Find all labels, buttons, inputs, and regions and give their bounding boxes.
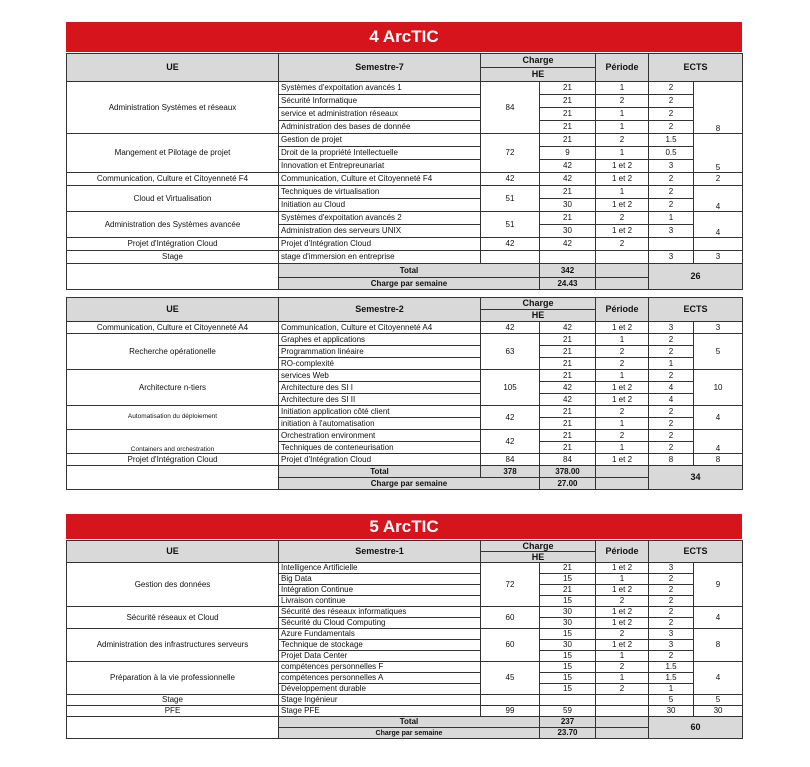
header-charge: Charge	[481, 54, 596, 68]
header-semestre: Semestre-2	[279, 298, 481, 322]
he-cell: 15	[540, 629, 596, 640]
module-cell: Systèmes d'expoitation avancés 1	[279, 82, 481, 95]
periode-cell: 1	[596, 121, 649, 134]
ue-charge-cell: 63	[481, 334, 540, 370]
module-cell: compétences personnelles A	[279, 673, 481, 684]
header-periode: Période	[596, 541, 649, 563]
charge-par-semaine-value: 24.43	[540, 278, 596, 290]
he-cell: 21	[540, 563, 596, 574]
ects-cell: 2	[649, 346, 694, 358]
periode-cell: 1 et 2	[596, 640, 649, 651]
ue-charge-cell	[481, 695, 540, 706]
ects-cell: 5	[649, 695, 694, 706]
module-cell: Sécurité des réseaux informatiques	[279, 607, 481, 618]
ue-charge-cell: 84	[481, 82, 540, 134]
ects-cell: 2	[649, 108, 694, 121]
periode-cell: 1 et 2	[596, 173, 649, 186]
module-cell: Projet d'Intégration Cloud	[279, 238, 481, 251]
periode-cell: 2	[596, 406, 649, 418]
ue-charge-cell: 42	[481, 173, 540, 186]
ue-charge-cell: 42	[481, 406, 540, 430]
module-cell: Droit de la propriété Intellectuelle	[279, 147, 481, 160]
ects-cell: 2	[649, 121, 694, 134]
he-cell: 42	[540, 322, 596, 334]
module-cell: Intelligence Artificielle	[279, 563, 481, 574]
ects-cell: 3	[649, 225, 694, 238]
table-semestre-7	[66, 53, 743, 290]
ue-charge-cell: 42	[481, 322, 540, 334]
ects-cell: 2	[649, 430, 694, 442]
module-cell: Projet d'Intégration Cloud	[279, 454, 481, 466]
ects-cell: 3	[649, 322, 694, 334]
ects-cell: 1	[649, 358, 694, 370]
module-cell: Stage Ingénieur	[279, 695, 481, 706]
ue-charge-cell: 60	[481, 607, 540, 629]
ects-cell: 3	[649, 251, 694, 264]
ue-cell: Architecture n-tiers	[67, 370, 279, 406]
ue-ects-cell: 3	[694, 251, 743, 264]
he-cell: 30	[540, 640, 596, 651]
he-cell: 42	[540, 173, 596, 186]
module-cell: stage d'immersion en entreprise	[279, 251, 481, 264]
ects-cell: 2	[649, 651, 694, 662]
module-cell: initiation à l'automatisation	[279, 418, 481, 430]
he-cell: 21	[540, 370, 596, 382]
periode-cell: 1 et 2	[596, 160, 649, 173]
header-semestre: Semestre-7	[279, 54, 481, 82]
periode-cell: 1 et 2	[596, 454, 649, 466]
ue-charge-cell: 51	[481, 186, 540, 212]
header-he: HE	[481, 68, 596, 82]
ue-cell: Gestion des données	[67, 563, 279, 607]
ects-cell: 1.5	[649, 662, 694, 673]
ects-cell: 0.5	[649, 147, 694, 160]
module-cell: Administration des bases de donnée	[279, 121, 481, 134]
ue-cell: Administration des infrastructures serveurs	[67, 629, 279, 662]
module-cell: Architecture des SI II	[279, 394, 481, 406]
periode-cell: 1	[596, 418, 649, 430]
ects-cell: 2	[649, 418, 694, 430]
he-cell: 15	[540, 684, 596, 695]
ue-charge-cell: 99	[481, 706, 540, 717]
he-cell: 42	[540, 160, 596, 173]
ue-charge-cell: 105	[481, 370, 540, 406]
he-cell: 30	[540, 225, 596, 238]
he-cell: 21	[540, 121, 596, 134]
ue-cell: Communication, Culture et Citoyenneté A4	[67, 322, 279, 334]
header-ue: UE	[67, 54, 279, 82]
total-label: Total	[279, 717, 540, 728]
he-cell: 21	[540, 430, 596, 442]
ue-cell: Administration Systèmes et réseaux	[67, 82, 279, 134]
module-cell: Communication, Culture et Citoyenneté F4	[279, 173, 481, 186]
charge-par-semaine-label: Charge par semaine	[279, 728, 540, 739]
ue-ects-cell: 8	[694, 454, 743, 466]
header-ects: ECTS	[649, 298, 743, 322]
ue-cell: Sécurité réseaux et Cloud	[67, 607, 279, 629]
ects-cell: 4	[649, 394, 694, 406]
ue-ects-cell: 9	[694, 563, 743, 607]
header-ects: ECTS	[649, 541, 743, 563]
total-label: Total	[279, 466, 481, 478]
periode-cell: 2	[596, 238, 649, 251]
module-cell: Programmation linéaire	[279, 346, 481, 358]
he-cell: 21	[540, 212, 596, 225]
module-cell: Systèmes d'expoitation avancés 2	[279, 212, 481, 225]
periode-cell: 1 et 2	[596, 607, 649, 618]
header-he: HE	[481, 310, 596, 322]
ue-ects-cell: 4	[694, 406, 743, 430]
total-he: 342	[540, 264, 596, 278]
module-cell: Techniques de conteneurisation	[279, 442, 481, 454]
charge-par-semaine-value: 27.00	[540, 478, 596, 490]
periode-cell: 2	[596, 684, 649, 695]
he-cell: 42	[540, 238, 596, 251]
ue-cell: Administration des Systèmes avancée	[67, 212, 279, 238]
periode-cell: 1 et 2	[596, 322, 649, 334]
ue-ects-cell: 4	[694, 607, 743, 629]
total-ue: 378	[481, 466, 540, 478]
module-cell: Intégration Continue	[279, 585, 481, 596]
ects-cell: 2	[649, 585, 694, 596]
module-cell: Techniques de virtualisation	[279, 186, 481, 199]
ue-charge-cell: 42	[481, 238, 540, 251]
ects-cell: 3	[649, 629, 694, 640]
he-cell	[540, 251, 596, 264]
periode-cell: 1	[596, 82, 649, 95]
ue-charge-cell: 42	[481, 430, 540, 454]
he-cell: 21	[540, 358, 596, 370]
ects-cell: 4	[649, 382, 694, 394]
module-cell: Technique de stockage	[279, 640, 481, 651]
total-he: 237	[540, 717, 596, 728]
ects-cell: 3	[649, 640, 694, 651]
header-periode: Période	[596, 298, 649, 322]
periode-cell: 1	[596, 574, 649, 585]
module-cell: compétences personnelles F	[279, 662, 481, 673]
periode-cell: 2	[596, 430, 649, 442]
ue-charge-cell: 60	[481, 629, 540, 662]
ue-ects-cell: 5	[694, 334, 743, 370]
he-cell: 30	[540, 618, 596, 629]
periode-cell	[596, 706, 649, 717]
ects-cell: 1	[649, 684, 694, 695]
he-cell: 21	[540, 95, 596, 108]
ects-cell: 1.5	[649, 134, 694, 147]
total-ects: 34	[649, 466, 743, 490]
ue-charge-cell: 72	[481, 134, 540, 173]
header-ects: ECTS	[649, 54, 743, 82]
ue-ects-cell: 8	[694, 82, 743, 134]
header-charge: Charge	[481, 298, 596, 310]
ue-ects-cell: 4	[694, 186, 743, 212]
periode-cell: 1	[596, 651, 649, 662]
table-semestre-2	[66, 297, 743, 490]
module-cell: RO-complexité	[279, 358, 481, 370]
ects-cell: 2	[649, 199, 694, 212]
ects-cell: 2	[649, 574, 694, 585]
ects-cell: 2	[649, 370, 694, 382]
he-cell: 21	[540, 406, 596, 418]
ects-cell: 3	[649, 160, 694, 173]
he-cell: 15	[540, 574, 596, 585]
header-ue: UE	[67, 298, 279, 322]
section-banner-5arctic: 5 ArcTIC	[66, 514, 742, 539]
periode-cell: 1	[596, 186, 649, 199]
he-cell: 84	[540, 454, 596, 466]
module-cell: Projet Data Center	[279, 651, 481, 662]
periode-cell: 2	[596, 134, 649, 147]
total-ects: 60	[649, 717, 743, 739]
he-cell: 21	[540, 186, 596, 199]
periode-cell: 1	[596, 108, 649, 121]
total-label: Total	[279, 264, 540, 278]
header-periode: Période	[596, 54, 649, 82]
ects-cell: 3	[649, 563, 694, 574]
ects-cell: 2	[649, 334, 694, 346]
module-cell: Stage PFE	[279, 706, 481, 717]
periode-cell: 1 et 2	[596, 225, 649, 238]
module-cell: Sécurité Informatique	[279, 95, 481, 108]
ects-cell: 1	[649, 212, 694, 225]
he-cell: 21	[540, 442, 596, 454]
ue-cell: Cloud et Virtualisation	[67, 186, 279, 212]
he-cell: 21	[540, 108, 596, 121]
module-cell: Azure Fundamentals	[279, 629, 481, 640]
ue-charge-cell: 72	[481, 563, 540, 607]
ects-cell: 2	[649, 618, 694, 629]
header-semestre: Semestre-1	[279, 541, 481, 563]
periode-cell: 2	[596, 662, 649, 673]
he-cell: 21	[540, 134, 596, 147]
ue-cell: Projet d'Intégration Cloud	[67, 454, 279, 466]
ue-charge-cell: 45	[481, 662, 540, 695]
he-cell: 21	[540, 585, 596, 596]
ue-ects-cell: 2	[694, 173, 743, 186]
ects-cell: 2	[649, 95, 694, 108]
module-cell: Initiation application côté client	[279, 406, 481, 418]
module-cell: Sécurité du Cloud Computing	[279, 618, 481, 629]
ue-ects-cell: 10	[694, 370, 743, 406]
periode-cell: 1 et 2	[596, 199, 649, 212]
he-cell: 15	[540, 662, 596, 673]
ue-ects-cell: 5	[694, 695, 743, 706]
ue-cell: Mangement et Pilotage de projet	[67, 134, 279, 173]
header-ue: UE	[67, 541, 279, 563]
module-cell: Architecture des SI I	[279, 382, 481, 394]
periode-cell: 1 et 2	[596, 394, 649, 406]
periode-cell: 2	[596, 596, 649, 607]
periode-cell: 2	[596, 629, 649, 640]
he-cell	[540, 695, 596, 706]
ue-cell: Containers and orchestration	[67, 430, 279, 454]
ects-cell: 8	[649, 454, 694, 466]
he-cell: 42	[540, 382, 596, 394]
ue-cell: Projet d'Intégration Cloud	[67, 238, 279, 251]
periode-cell: 2	[596, 212, 649, 225]
ue-ects-cell: 4	[694, 430, 743, 454]
section-banner-4arctic: 4 ArcTIC	[66, 22, 742, 52]
he-cell: 59	[540, 706, 596, 717]
periode-cell: 1	[596, 147, 649, 160]
ue-cell: Recherche opérationelle	[67, 334, 279, 370]
periode-cell: 1	[596, 673, 649, 684]
periode-cell: 1 et 2	[596, 585, 649, 596]
total-ects: 26	[649, 264, 743, 290]
total-he: 378.00	[540, 466, 596, 478]
ects-cell: 30	[649, 706, 694, 717]
periode-cell: 1	[596, 334, 649, 346]
ue-cell: Automatisation du déploiement	[67, 406, 279, 430]
ects-cell: 2	[649, 607, 694, 618]
ue-ects-cell: 3	[694, 322, 743, 334]
ue-charge-cell	[481, 251, 540, 264]
module-cell: Administration des serveurs UNIX	[279, 225, 481, 238]
periode-cell: 1 et 2	[596, 618, 649, 629]
module-cell: Gestion de projet	[279, 134, 481, 147]
table-semestre-1	[66, 540, 743, 739]
ue-cell: Stage	[67, 251, 279, 264]
periode-cell: 2	[596, 358, 649, 370]
periode-cell	[596, 251, 649, 264]
ue-cell: Stage	[67, 695, 279, 706]
he-cell: 15	[540, 651, 596, 662]
ects-cell: 2	[649, 596, 694, 607]
ects-cell: 2	[649, 406, 694, 418]
charge-par-semaine-label: Charge par semaine	[279, 278, 540, 290]
he-cell: 30	[540, 607, 596, 618]
module-cell: service et administration réseaux	[279, 108, 481, 121]
ue-ects-cell: 4	[694, 212, 743, 238]
ue-ects-cell: 5	[694, 134, 743, 173]
he-cell: 15	[540, 596, 596, 607]
charge-par-semaine-label: Charge par semaine	[279, 478, 540, 490]
ects-cell: 1.5	[649, 673, 694, 684]
module-cell: Orchestration environment	[279, 430, 481, 442]
header-he: HE	[481, 552, 596, 563]
ue-ects-cell: 4	[694, 662, 743, 695]
module-cell: Graphes et applications	[279, 334, 481, 346]
ue-ects-cell	[694, 238, 743, 251]
ue-ects-cell: 8	[694, 629, 743, 662]
he-cell: 21	[540, 82, 596, 95]
module-cell: Big Data	[279, 574, 481, 585]
he-cell: 21	[540, 334, 596, 346]
charge-par-semaine-value: 23.70	[540, 728, 596, 739]
ue-cell: PFE	[67, 706, 279, 717]
ue-cell: Préparation à la vie professionnelle	[67, 662, 279, 695]
module-cell: Communication, Culture et Citoyenneté A4	[279, 322, 481, 334]
periode-cell: 1 et 2	[596, 382, 649, 394]
ects-cell: 2	[649, 442, 694, 454]
periode-cell: 1 et 2	[596, 563, 649, 574]
ue-charge-cell: 51	[481, 212, 540, 238]
ue-charge-cell: 84	[481, 454, 540, 466]
periode-cell: 1	[596, 370, 649, 382]
periode-cell: 2	[596, 95, 649, 108]
he-cell: 9	[540, 147, 596, 160]
ects-cell: 2	[649, 186, 694, 199]
ue-ects-cell: 30	[694, 706, 743, 717]
periode-cell: 2	[596, 346, 649, 358]
periode-cell: 1	[596, 442, 649, 454]
ects-cell: 2	[649, 82, 694, 95]
module-cell: Initiation au Cloud	[279, 199, 481, 212]
he-cell: 30	[540, 199, 596, 212]
module-cell: Livraison continue	[279, 596, 481, 607]
he-cell: 15	[540, 673, 596, 684]
he-cell: 21	[540, 418, 596, 430]
module-cell: Développement durable	[279, 684, 481, 695]
ects-cell	[649, 238, 694, 251]
he-cell: 42	[540, 394, 596, 406]
ue-cell: Communication, Culture et Citoyenneté F4	[67, 173, 279, 186]
periode-cell	[596, 695, 649, 706]
he-cell: 21	[540, 346, 596, 358]
module-cell: Innovation et Entrepreunariat	[279, 160, 481, 173]
ects-cell: 2	[649, 173, 694, 186]
header-charge: Charge	[481, 541, 596, 552]
module-cell: services Web	[279, 370, 481, 382]
